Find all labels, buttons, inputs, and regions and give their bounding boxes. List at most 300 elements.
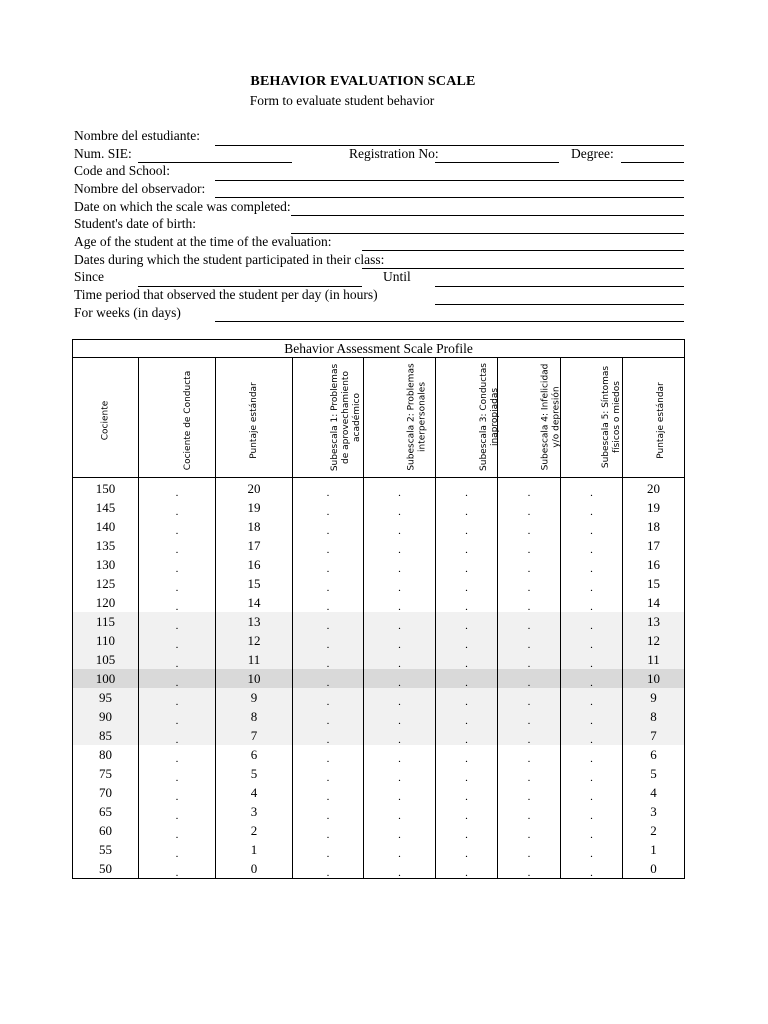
cell-subescala-3 xyxy=(436,688,498,707)
cell-subescala-1 xyxy=(293,745,364,764)
mark-dot: . xyxy=(326,829,330,841)
cell-puntaje-estandar-right: 14 xyxy=(623,593,685,612)
cell-puntaje-estandar: 18 xyxy=(216,517,293,536)
cell-subescala-4 xyxy=(498,612,561,631)
cell-cociente: 60 xyxy=(73,821,139,840)
cell-subescala-3 xyxy=(436,517,498,536)
mark-dot: . xyxy=(590,810,593,822)
mark-dot: . xyxy=(590,658,593,670)
cell-subescala-5 xyxy=(561,688,623,707)
cell-subescala-4 xyxy=(498,650,561,669)
cell-cociente: 110 xyxy=(73,631,139,650)
mark-dot: . xyxy=(590,506,593,518)
mark-dot: . xyxy=(590,487,593,499)
mark-dot: . xyxy=(326,848,330,860)
cell-puntaje-estandar: 2 xyxy=(216,821,293,840)
cell-subescala-3 xyxy=(436,726,498,745)
mark-dot: . xyxy=(527,829,531,841)
mark-dot: . xyxy=(326,487,330,499)
cell-subescala-2 xyxy=(364,840,436,859)
cell-subescala-2 xyxy=(364,707,436,726)
col-header-subescala-5: Subescala 5: Síntomas físicos o miedos xyxy=(561,358,623,478)
mark-dot: . xyxy=(175,696,179,708)
mark-dot: . xyxy=(398,506,401,518)
cell-cociente-conducta xyxy=(139,688,216,707)
cell-puntaje-estandar: 4 xyxy=(216,783,293,802)
mark-dot: . xyxy=(465,582,468,594)
cell-subescala-5 xyxy=(561,498,623,517)
mark-dot: . xyxy=(326,658,330,670)
col-header-subescala-1: Subescala 1: Problemas de aprovechamiento académico xyxy=(293,358,364,478)
table-row xyxy=(73,669,685,688)
table-row xyxy=(73,726,685,745)
mark-dot: . xyxy=(326,696,330,708)
num-sie-label: Num. SIE: xyxy=(74,146,132,161)
cell-subescala-5 xyxy=(561,517,623,536)
mark-dot: . xyxy=(398,829,401,841)
mark-dot: . xyxy=(590,525,593,537)
cell-subescala-4 xyxy=(498,517,561,536)
cell-subescala-1 xyxy=(293,574,364,593)
mark-dot: . xyxy=(326,544,330,556)
mark-dot: . xyxy=(527,487,531,499)
cell-subescala-5 xyxy=(561,821,623,840)
cell-subescala-5 xyxy=(561,859,623,879)
mark-dot: . xyxy=(326,734,330,746)
cell-puntaje-estandar: 6 xyxy=(216,745,293,764)
mark-dot: . xyxy=(326,867,330,879)
cell-subescala-2 xyxy=(364,631,436,650)
cell-subescala-5 xyxy=(561,764,623,783)
page-title: BEHAVIOR EVALUATION SCALE xyxy=(250,74,476,89)
cell-subescala-2 xyxy=(364,536,436,555)
cell-subescala-2 xyxy=(364,498,436,517)
cell-subescala-1 xyxy=(293,707,364,726)
cell-subescala-4 xyxy=(498,536,561,555)
mark-dot: . xyxy=(175,506,179,518)
cell-subescala-1 xyxy=(293,783,364,802)
cell-subescala-4 xyxy=(498,726,561,745)
mark-dot: . xyxy=(175,829,179,841)
mark-dot: . xyxy=(175,753,179,765)
registration-no-label: Registration No: xyxy=(349,146,439,161)
mark-dot: . xyxy=(590,715,593,727)
cell-cociente: 105 xyxy=(73,650,139,669)
age-at-evaluation-label: Age of the student at the time of the evaluation: xyxy=(74,234,332,249)
mark-dot: . xyxy=(398,753,401,765)
mark-dot: . xyxy=(398,791,401,803)
mark-dot: . xyxy=(326,563,330,575)
cell-subescala-5 xyxy=(561,478,623,499)
mark-dot: . xyxy=(527,848,531,860)
until-field[interactable] xyxy=(435,286,684,287)
cell-subescala-4 xyxy=(498,631,561,650)
table-row xyxy=(73,688,685,707)
mark-dot: . xyxy=(590,544,593,556)
registration-no-field[interactable] xyxy=(435,162,559,163)
cell-subescala-5 xyxy=(561,802,623,821)
cell-puntaje-estandar: 13 xyxy=(216,612,293,631)
col-header-subescala-4: Subescala 4: Infelicidad y/o depresión xyxy=(498,358,561,478)
cell-subescala-4 xyxy=(498,574,561,593)
mark-dot: . xyxy=(465,829,468,841)
cell-subescala-4 xyxy=(498,745,561,764)
mark-dot: . xyxy=(527,544,531,556)
col-header-subescala-2: Subescala 2: Problemas interpersonales xyxy=(364,358,436,478)
cell-cociente-conducta xyxy=(139,726,216,745)
cell-subescala-3 xyxy=(436,478,498,499)
cell-cociente-conducta xyxy=(139,517,216,536)
mark-dot: . xyxy=(465,639,468,651)
cell-cociente-conducta xyxy=(139,631,216,650)
mark-dot: . xyxy=(175,544,179,556)
cell-puntaje-estandar: 0 xyxy=(216,859,293,879)
cell-cociente-conducta xyxy=(139,821,216,840)
col-header-cociente-conducta: Cociente de Conducta xyxy=(139,358,216,478)
mark-dot: . xyxy=(590,791,593,803)
mark-dot: . xyxy=(465,601,468,613)
cell-puntaje-estandar-right: 20 xyxy=(623,478,685,499)
mark-dot: . xyxy=(175,658,179,670)
mark-dot: . xyxy=(175,582,179,594)
cell-cociente-conducta xyxy=(139,555,216,574)
mark-dot: . xyxy=(326,620,330,632)
cell-subescala-5 xyxy=(561,840,623,859)
cell-puntaje-estandar-right: 9 xyxy=(623,688,685,707)
cell-puntaje-estandar: 14 xyxy=(216,593,293,612)
cell-cociente-conducta xyxy=(139,478,216,499)
table-row xyxy=(73,783,685,802)
cell-subescala-5 xyxy=(561,612,623,631)
mark-dot: . xyxy=(398,487,401,499)
cell-subescala-3 xyxy=(436,631,498,650)
cell-subescala-4 xyxy=(498,840,561,859)
cell-subescala-3 xyxy=(436,536,498,555)
mark-dot: . xyxy=(398,696,401,708)
time-period-label: Time period that observed the student per day (in hours) xyxy=(74,287,378,302)
mark-dot: . xyxy=(590,563,593,575)
cell-subescala-2 xyxy=(364,650,436,669)
cell-subescala-5 xyxy=(561,536,623,555)
cell-subescala-1 xyxy=(293,840,364,859)
mark-dot: . xyxy=(590,601,593,613)
cell-puntaje-estandar: 19 xyxy=(216,498,293,517)
cell-cociente: 75 xyxy=(73,764,139,783)
cell-subescala-5 xyxy=(561,574,623,593)
mark-dot: . xyxy=(527,734,531,746)
cell-subescala-2 xyxy=(364,593,436,612)
mark-dot: . xyxy=(527,867,531,879)
cell-subescala-1 xyxy=(293,593,364,612)
cell-cociente-conducta xyxy=(139,859,216,879)
mark-dot: . xyxy=(398,639,401,651)
mark-dot: . xyxy=(527,753,531,765)
cell-puntaje-estandar-right: 15 xyxy=(623,574,685,593)
col-header-puntaje-estandar-right: Puntaje estándar xyxy=(623,358,685,478)
mark-dot: . xyxy=(590,582,593,594)
mark-dot: . xyxy=(398,677,401,689)
for-weeks-label: For weeks (in days) xyxy=(74,305,181,320)
table-row xyxy=(73,859,685,879)
cell-subescala-5 xyxy=(561,726,623,745)
cell-cociente: 115 xyxy=(73,612,139,631)
until-label: Until xyxy=(383,269,411,284)
mark-dot: . xyxy=(590,772,593,784)
cell-subescala-2 xyxy=(364,688,436,707)
cell-puntaje-estandar-right: 6 xyxy=(623,745,685,764)
cell-subescala-4 xyxy=(498,498,561,517)
cell-subescala-1 xyxy=(293,764,364,783)
cell-puntaje-estandar-right: 16 xyxy=(623,555,685,574)
cell-subescala-3 xyxy=(436,840,498,859)
cell-subescala-1 xyxy=(293,517,364,536)
age-at-evaluation-field[interactable] xyxy=(362,250,684,251)
mark-dot: . xyxy=(527,810,531,822)
mark-dot: . xyxy=(175,734,179,746)
mark-dot: . xyxy=(175,848,179,860)
mark-dot: . xyxy=(398,563,401,575)
cell-subescala-5 xyxy=(561,707,623,726)
mark-dot: . xyxy=(398,582,401,594)
cell-subescala-4 xyxy=(498,593,561,612)
mark-dot: . xyxy=(398,601,401,613)
cell-cociente-conducta xyxy=(139,707,216,726)
column-headers xyxy=(73,358,685,478)
cell-subescala-1 xyxy=(293,555,364,574)
cell-subescala-3 xyxy=(436,764,498,783)
degree-field[interactable] xyxy=(621,162,684,163)
cell-puntaje-estandar-right: 17 xyxy=(623,536,685,555)
mark-dot: . xyxy=(398,715,401,727)
cell-puntaje-estandar: 1 xyxy=(216,840,293,859)
mark-dot: . xyxy=(590,620,593,632)
cell-cociente-conducta xyxy=(139,745,216,764)
cell-subescala-4 xyxy=(498,555,561,574)
mark-dot: . xyxy=(465,525,468,537)
cell-cociente-conducta xyxy=(139,783,216,802)
mark-dot: . xyxy=(590,753,593,765)
mark-dot: . xyxy=(527,563,531,575)
mark-dot: . xyxy=(527,601,531,613)
mark-dot: . xyxy=(590,867,593,879)
mark-dot: . xyxy=(326,791,330,803)
mark-dot: . xyxy=(175,715,179,727)
cell-subescala-1 xyxy=(293,688,364,707)
table-row xyxy=(73,764,685,783)
mark-dot: . xyxy=(465,734,468,746)
cell-puntaje-estandar: 8 xyxy=(216,707,293,726)
cell-subescala-2 xyxy=(364,802,436,821)
cell-subescala-1 xyxy=(293,650,364,669)
cell-cociente: 130 xyxy=(73,555,139,574)
cell-cociente: 95 xyxy=(73,688,139,707)
cell-puntaje-estandar-right: 8 xyxy=(623,707,685,726)
cell-puntaje-estandar-right: 10 xyxy=(623,669,685,688)
cell-subescala-5 xyxy=(561,650,623,669)
table-row xyxy=(73,840,685,859)
cell-subescala-3 xyxy=(436,821,498,840)
mark-dot: . xyxy=(527,791,531,803)
cell-subescala-2 xyxy=(364,478,436,499)
cell-puntaje-estandar-right: 1 xyxy=(623,840,685,859)
cell-subescala-3 xyxy=(436,802,498,821)
time-period-field[interactable] xyxy=(435,304,684,305)
table-row xyxy=(73,517,685,536)
cell-puntaje-estandar-right: 3 xyxy=(623,802,685,821)
cell-subescala-4 xyxy=(498,859,561,879)
cell-cociente-conducta xyxy=(139,764,216,783)
table-row xyxy=(73,821,685,840)
mark-dot: . xyxy=(175,677,179,689)
cell-subescala-1 xyxy=(293,536,364,555)
mark-dot: . xyxy=(175,563,179,575)
mark-dot: . xyxy=(465,658,468,670)
mark-dot: . xyxy=(398,772,401,784)
cell-cociente: 85 xyxy=(73,726,139,745)
table-row xyxy=(73,555,685,574)
mark-dot: . xyxy=(527,506,531,518)
cell-cociente: 145 xyxy=(73,498,139,517)
table-row xyxy=(73,802,685,821)
cell-subescala-2 xyxy=(364,859,436,879)
cell-cociente: 120 xyxy=(73,593,139,612)
cell-subescala-4 xyxy=(498,821,561,840)
profile-table xyxy=(72,339,685,879)
mark-dot: . xyxy=(465,715,468,727)
cell-puntaje-estandar-right: 5 xyxy=(623,764,685,783)
table-row xyxy=(73,478,685,499)
mark-dot: . xyxy=(465,791,468,803)
cell-subescala-1 xyxy=(293,669,364,688)
mark-dot: . xyxy=(465,487,468,499)
cell-subescala-5 xyxy=(561,555,623,574)
mark-dot: . xyxy=(175,525,179,537)
cell-puntaje-estandar-right: 2 xyxy=(623,821,685,840)
cell-cociente: 90 xyxy=(73,707,139,726)
cell-subescala-2 xyxy=(364,574,436,593)
table-row xyxy=(73,498,685,517)
date-completed-field[interactable] xyxy=(291,215,684,216)
mark-dot: . xyxy=(398,544,401,556)
mark-dot: . xyxy=(465,620,468,632)
col-header-puntaje-estandar: Puntaje estándar xyxy=(216,358,293,478)
cell-cociente-conducta xyxy=(139,536,216,555)
since-label: Since xyxy=(74,269,104,284)
cell-cociente-conducta xyxy=(139,840,216,859)
cell-cociente: 150 xyxy=(73,478,139,499)
col-header-subescala-3: Subescala 3: Conductas inapropiadas xyxy=(436,358,498,478)
profile-caption: Behavior Assessment Scale Profile xyxy=(73,340,685,358)
cell-subescala-5 xyxy=(561,669,623,688)
observer-name-label: Nombre del observador: xyxy=(74,181,206,196)
mark-dot: . xyxy=(398,848,401,860)
cell-puntaje-estandar: 17 xyxy=(216,536,293,555)
mark-dot: . xyxy=(175,772,179,784)
cell-subescala-5 xyxy=(561,593,623,612)
mark-dot: . xyxy=(590,829,593,841)
cell-subescala-1 xyxy=(293,859,364,879)
date-of-birth-label: Student's date of birth: xyxy=(74,216,197,231)
student-name-label: Nombre del estudiante: xyxy=(74,128,200,143)
mark-dot: . xyxy=(175,791,179,803)
degree-label: Degree: xyxy=(571,146,614,161)
date-completed-label: Date on which the scale was completed: xyxy=(74,199,291,214)
mark-dot: . xyxy=(465,867,468,879)
cell-subescala-3 xyxy=(436,555,498,574)
cell-subescala-5 xyxy=(561,783,623,802)
cell-puntaje-estandar-right: 12 xyxy=(623,631,685,650)
mark-dot: . xyxy=(527,639,531,651)
cell-subescala-3 xyxy=(436,574,498,593)
cell-subescala-2 xyxy=(364,783,436,802)
mark-dot: . xyxy=(465,544,468,556)
mark-dot: . xyxy=(527,696,531,708)
mark-dot: . xyxy=(465,772,468,784)
cell-subescala-2 xyxy=(364,764,436,783)
cell-cociente: 65 xyxy=(73,802,139,821)
observer-name-field[interactable] xyxy=(215,197,684,198)
code-school-field[interactable] xyxy=(215,180,684,181)
cell-subescala-1 xyxy=(293,478,364,499)
mark-dot: . xyxy=(175,639,179,651)
cell-cociente-conducta xyxy=(139,574,216,593)
table-row xyxy=(73,612,685,631)
mark-dot: . xyxy=(326,715,330,727)
cell-subescala-3 xyxy=(436,669,498,688)
cell-puntaje-estandar: 5 xyxy=(216,764,293,783)
cell-cociente: 70 xyxy=(73,783,139,802)
mark-dot: . xyxy=(175,810,179,822)
mark-dot: . xyxy=(465,506,468,518)
cell-puntaje-estandar: 16 xyxy=(216,555,293,574)
dates-participated-label: Dates during which the student participated in their class: xyxy=(74,252,385,267)
cell-puntaje-estandar: 9 xyxy=(216,688,293,707)
mark-dot: . xyxy=(326,525,330,537)
cell-puntaje-estandar: 20 xyxy=(216,478,293,499)
cell-subescala-2 xyxy=(364,821,436,840)
cell-cociente-conducta xyxy=(139,802,216,821)
cell-subescala-2 xyxy=(364,612,436,631)
cell-subescala-2 xyxy=(364,669,436,688)
for-weeks-field[interactable] xyxy=(215,321,684,322)
cell-subescala-4 xyxy=(498,783,561,802)
cell-subescala-4 xyxy=(498,802,561,821)
mark-dot: . xyxy=(527,772,531,784)
cell-puntaje-estandar: 3 xyxy=(216,802,293,821)
table-row xyxy=(73,536,685,555)
cell-cociente: 80 xyxy=(73,745,139,764)
cell-puntaje-estandar-right: 0 xyxy=(623,859,685,879)
cell-puntaje-estandar-right: 18 xyxy=(623,517,685,536)
cell-subescala-1 xyxy=(293,498,364,517)
mark-dot: . xyxy=(398,810,401,822)
mark-dot: . xyxy=(527,658,531,670)
cell-subescala-2 xyxy=(364,517,436,536)
mark-dot: . xyxy=(465,810,468,822)
cell-subescala-1 xyxy=(293,821,364,840)
mark-dot: . xyxy=(175,620,179,632)
cell-subescala-2 xyxy=(364,745,436,764)
mark-dot: . xyxy=(398,658,401,670)
mark-dot: . xyxy=(590,848,593,860)
mark-dot: . xyxy=(527,620,531,632)
mark-dot: . xyxy=(398,525,401,537)
cell-subescala-3 xyxy=(436,612,498,631)
cell-subescala-4 xyxy=(498,688,561,707)
mark-dot: . xyxy=(465,753,468,765)
date-of-birth-field[interactable] xyxy=(291,233,684,234)
table-row xyxy=(73,574,685,593)
